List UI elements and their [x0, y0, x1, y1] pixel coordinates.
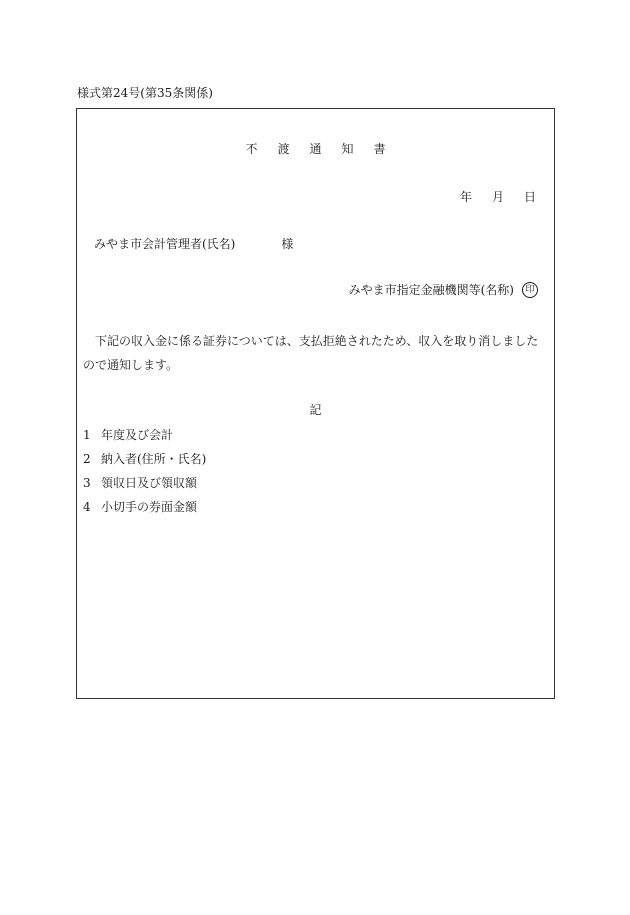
item-list: [83, 423, 206, 519]
item-number: 1: [83, 428, 91, 442]
item-number: 3: [83, 476, 91, 490]
list-item: [83, 423, 206, 447]
form-number: 様式第24号(第35条関係): [77, 86, 213, 100]
list-item: [83, 447, 206, 471]
sender: [349, 281, 538, 298]
notice-frame: [76, 108, 555, 699]
addressee: [94, 235, 293, 252]
item-text: 納入者(住所・氏名): [101, 452, 207, 466]
document-title: 不渡通知書: [245, 142, 406, 156]
list-item: [83, 471, 206, 495]
item-text: 年度及び会計: [101, 428, 174, 442]
seal-icon: 印: [522, 282, 538, 298]
addressee-honorific: 様: [281, 237, 294, 251]
body-text: 下記の収入金に係る証券については、支払拒絶されたため、収入を取り消しましたので通知します。: [83, 334, 539, 372]
ki-heading: 記: [309, 403, 322, 417]
date-line: 年月日: [459, 190, 556, 204]
sender-name: みやま市指定金融機関等(名称): [348, 283, 514, 297]
item-number: 2: [83, 452, 91, 466]
item-number: 4: [83, 500, 91, 514]
addressee-name: みやま市会計管理者(氏名): [94, 237, 236, 251]
item-text: 領収日及び領収額: [101, 476, 198, 490]
list-item: [83, 495, 206, 519]
item-text: 小切手の券面金額: [101, 500, 198, 514]
